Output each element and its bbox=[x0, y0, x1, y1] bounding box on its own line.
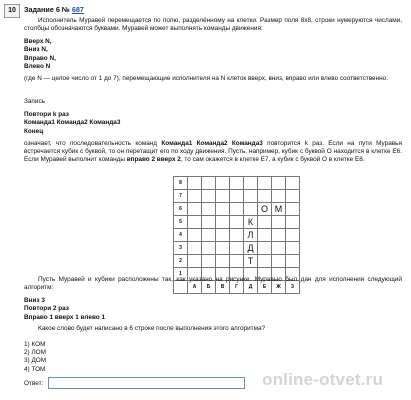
explanation-part-3: , то сам окажется в клетке Е7, а кубик с буквой О в клетке Е8. bbox=[180, 156, 365, 163]
grid-cell bbox=[230, 255, 244, 268]
grid-cell: Л bbox=[244, 229, 258, 242]
grid-cell bbox=[258, 190, 272, 203]
grid-cell bbox=[244, 203, 258, 216]
grid-cell bbox=[286, 203, 300, 216]
grid-cell bbox=[216, 229, 230, 242]
column-label: Д bbox=[244, 281, 258, 294]
grid-cell bbox=[230, 229, 244, 242]
grid-cell bbox=[188, 229, 202, 242]
grid-cell bbox=[216, 216, 230, 229]
grid-cell bbox=[202, 177, 216, 190]
loop-line-2: Команда1 Команда2 Команда3 bbox=[24, 119, 121, 127]
grid-cell bbox=[286, 190, 300, 203]
grid-cell: М bbox=[272, 203, 286, 216]
option-3: 3) ДОМ bbox=[24, 357, 47, 365]
grid-cell bbox=[272, 216, 286, 229]
task-title-prefix: Задание 6 № bbox=[24, 5, 70, 14]
row-label: 6 bbox=[174, 203, 188, 216]
grid-cell bbox=[230, 177, 244, 190]
column-label: Ж bbox=[272, 281, 286, 294]
grid-cell bbox=[202, 242, 216, 255]
commands-note: (где N — целое число от 1 до 7), перемещающие исполнителя на N клеток вверх, вниз, вправо или влево соответственно. bbox=[24, 75, 388, 82]
option-4: 4) ТОМ bbox=[24, 365, 46, 373]
grid-cell bbox=[188, 216, 202, 229]
grid-cell bbox=[244, 177, 258, 190]
grid-row bbox=[174, 242, 300, 255]
explanation-paragraph bbox=[24, 140, 402, 164]
command-right: Вправо N, bbox=[24, 54, 56, 62]
algorithm-line-3: Вправо 1 вверх 1 влево 1 bbox=[24, 313, 106, 321]
column-label: Б bbox=[202, 281, 216, 294]
grid-cell bbox=[202, 190, 216, 203]
column-label: Г bbox=[230, 281, 244, 294]
explanation-part-2: повторится k раз. Если на пути Муравья встречается кубик с буквой, то он перетащит его по ходу движения. Пусть, например, кубик с буквой О находится в клетке Е6. Если Муравей выполнит команды bbox=[24, 140, 402, 163]
grid-row bbox=[174, 177, 300, 190]
option-2: 2) ЛОМ bbox=[24, 349, 46, 357]
explanation-commands: Команда1 Команда2 Команда3 bbox=[161, 140, 263, 147]
grid-cell bbox=[258, 255, 272, 268]
grid-cell bbox=[230, 203, 244, 216]
grid-cell bbox=[202, 216, 216, 229]
grid-cell bbox=[272, 190, 286, 203]
grid-cell bbox=[258, 216, 272, 229]
grid-cell bbox=[188, 190, 202, 203]
explanation-part-1: означает, что последовательность команд bbox=[24, 140, 162, 147]
grid-cell bbox=[202, 229, 216, 242]
row-label: 3 bbox=[174, 242, 188, 255]
intro-paragraph: Исполнитель Муравей перемещается по полю, разделённому на клетки. Размер поля 8х8, строки нумеруются числами, столбцы обозначаются буквами. Муравей может выполнять команды движения: bbox=[24, 17, 402, 32]
row-label: 7 bbox=[174, 190, 188, 203]
grid-cell bbox=[286, 229, 300, 242]
loop-block bbox=[24, 111, 402, 136]
grid-row bbox=[174, 190, 300, 203]
row-label: 2 bbox=[174, 255, 188, 268]
answer-label: Ответ: bbox=[24, 380, 44, 387]
column-label: З bbox=[286, 281, 300, 294]
row-label: 5 bbox=[174, 216, 188, 229]
grid-cell bbox=[258, 229, 272, 242]
algorithm-line-2: Повтори 2 раз bbox=[24, 305, 69, 313]
grid-cell bbox=[188, 177, 202, 190]
grid-cell: Т bbox=[244, 255, 258, 268]
algorithm-line-1: Вниз 3 bbox=[24, 297, 45, 304]
column-label: Е bbox=[258, 281, 272, 294]
task-number: 10 bbox=[4, 4, 20, 18]
grid-cell bbox=[230, 242, 244, 255]
loop-line-3: Конец bbox=[24, 127, 44, 135]
record-label: Запись bbox=[24, 98, 45, 105]
row-label: 1 bbox=[174, 268, 188, 281]
loop-line-1: Повтори k раз bbox=[24, 111, 69, 118]
grid-cell bbox=[272, 242, 286, 255]
task-id-link[interactable]: 687 bbox=[71, 5, 84, 14]
grid-row bbox=[174, 229, 300, 242]
grid-cell bbox=[230, 190, 244, 203]
grid-cell bbox=[188, 255, 202, 268]
grid-row bbox=[174, 255, 300, 268]
grid-cell bbox=[286, 216, 300, 229]
algorithm-block bbox=[24, 297, 402, 322]
command-left: Влево N bbox=[24, 63, 51, 71]
command-down: Вниз N, bbox=[24, 46, 48, 54]
grid-cell bbox=[216, 255, 230, 268]
grid-cell bbox=[272, 255, 286, 268]
grid-cell bbox=[272, 177, 286, 190]
site-watermark: online-otvet.ru bbox=[262, 370, 384, 389]
command-list bbox=[24, 38, 402, 72]
grid-cell bbox=[244, 190, 258, 203]
grid-cell bbox=[272, 229, 286, 242]
column-label: А bbox=[188, 281, 202, 294]
grid-cell: Д bbox=[244, 242, 258, 255]
grid-cell: О bbox=[258, 203, 272, 216]
grid-cell bbox=[216, 177, 230, 190]
command-up: Вверх N, bbox=[24, 38, 52, 45]
answer-input[interactable] bbox=[48, 377, 245, 389]
option-1: 1) КОМ bbox=[24, 341, 46, 348]
grid-row bbox=[174, 216, 300, 229]
grid-cell bbox=[258, 177, 272, 190]
task-title bbox=[24, 6, 84, 14]
question-text: Какое слово будет написано в 6 строке после выполнения этого алгоритма? bbox=[38, 325, 266, 332]
grid-cell bbox=[216, 190, 230, 203]
grid-cell bbox=[202, 203, 216, 216]
grid-cell bbox=[202, 255, 216, 268]
grid-row bbox=[174, 203, 300, 216]
grid-cell bbox=[286, 242, 300, 255]
grid-cell bbox=[216, 242, 230, 255]
row-label: 4 bbox=[174, 229, 188, 242]
grid-cell bbox=[258, 242, 272, 255]
row-label: 8 bbox=[174, 177, 188, 190]
grid-cell bbox=[230, 216, 244, 229]
grid-cell: К bbox=[244, 216, 258, 229]
explanation-example: вправо 2 вверх 2 bbox=[126, 156, 181, 163]
grid-cell bbox=[188, 203, 202, 216]
grid-cell bbox=[286, 177, 300, 190]
grid-cell bbox=[286, 255, 300, 268]
answer-options bbox=[24, 341, 46, 374]
question-intro: Пусть Муравей и кубики расположены так, как указано на рисунке. Муравью был дан для исполнения следующий алгоритм: bbox=[24, 276, 402, 291]
grid-cell bbox=[188, 242, 202, 255]
column-label: В bbox=[216, 281, 230, 294]
grid-cell bbox=[216, 203, 230, 216]
